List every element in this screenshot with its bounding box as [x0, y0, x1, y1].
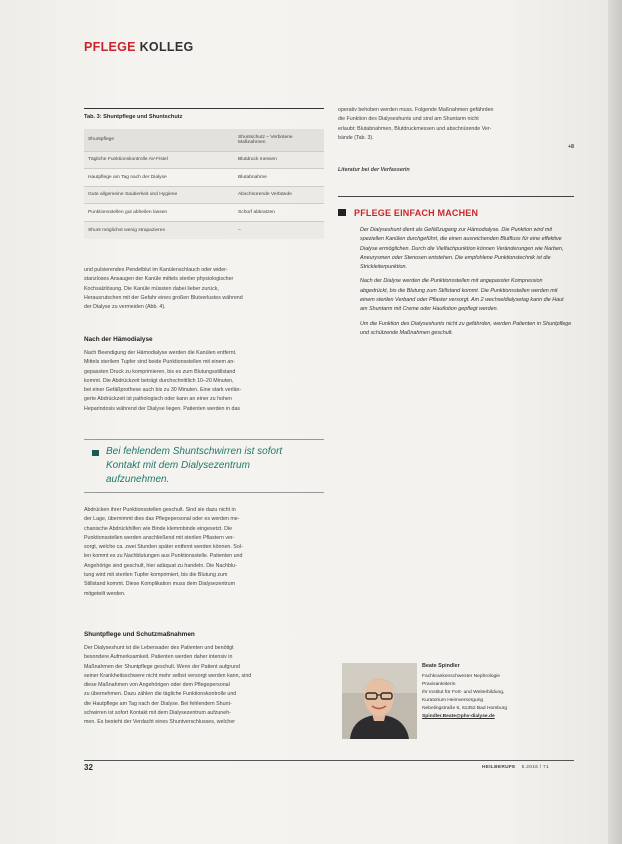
quote-marker-icon: [92, 450, 99, 456]
table-row: [84, 204, 324, 222]
body-line: gerte Abdrückzeit ist pathologisch oder kann an einer zu hohen: [84, 396, 232, 403]
author-line: Nebelingstraße 5, 61352 Bad Homburg: [422, 706, 508, 711]
body-line: sorgt, welche ca. zwei Stunden später entfernt werden können. Sol-: [84, 544, 243, 551]
body-line: Punktionsstellen werden anschließend mit sterilen Pflastern ver-: [84, 534, 235, 541]
body-line: erlaubt: Blutabnahmen, Blutdruckmessen und abschnürende Ver-: [338, 125, 492, 132]
pull-quote: [84, 439, 324, 493]
heading-marker-icon: [338, 209, 346, 216]
body-line: Der Dialyseshunt ist die Lebensader des Patienten und benötigt: [84, 645, 234, 651]
body-line: Herausrutschen mit der Gefahr eines großen Blutverlustes während: [84, 294, 243, 301]
body-line: Angehörige sind geschult, hier adäquat zu handeln. Die Nachblu-: [84, 562, 237, 569]
section-header: [84, 40, 193, 54]
table-cell: Punktionsstellen gut abheilen lassen: [84, 204, 234, 222]
table-cell: Gute allgemeine Sauberkeit und Hygiene: [84, 186, 234, 204]
body-line-text: bände (Tab. 3).: [338, 134, 374, 141]
author-line: Praxisanleiterin: [422, 682, 456, 687]
table-row: [84, 169, 324, 187]
body-line: seiner Krankheitsschwere nicht mehr selbst versorgt werden kann, sind: [84, 672, 252, 679]
body-text-block: [338, 106, 574, 152]
table-cell: Schorf abkratzen: [234, 204, 324, 222]
body-line: Nach Beendigung der Hämodialyse werden die Kanülen entfernt.: [84, 350, 237, 356]
table-row: [84, 151, 324, 169]
table-cell: Hautpflege am Tag nach der Dialyse: [84, 169, 234, 187]
subheading-nach-der-haemodialyse: Nach der Hämodialyse: [84, 336, 153, 343]
body-text-block: [84, 349, 324, 414]
issue-info: 5.2016 / 71: [521, 765, 549, 770]
subheading-shuntpflege: Shuntpflege und Schutzmaßnahmen: [84, 631, 195, 638]
body-line: schwirren ist sofort Kontakt mit dem Dialysezentrum aufzuneh-: [84, 710, 231, 717]
page-number: 32: [84, 763, 93, 772]
table-cell: –: [234, 221, 324, 239]
body-line: Mittels sterilem Tupfer sind beide Punktionsstellen mit einem an-: [84, 359, 236, 366]
body-line: operativ behoben werden muss. Folgende Maßnahmen gefährden: [338, 107, 494, 113]
author-line: Ihr Institut für Fort- und Weiterbildung,: [422, 690, 505, 695]
author-photo: [342, 663, 417, 739]
table-row: [84, 221, 324, 239]
author-line: Kuratorium Heimversorgung: [422, 698, 484, 703]
table-header-row: [84, 129, 324, 151]
author-line: Fachkrankenschwester Nephrologie: [422, 674, 501, 679]
author-portrait-image: [342, 663, 417, 739]
pflege-einfach-machen-heading: [338, 208, 478, 218]
body-line: [338, 134, 574, 151]
magazine-name: HEILBERUFE: [482, 765, 516, 770]
page-spine-shadow: [608, 0, 622, 844]
body-line: die Funktion des Dialyseshunts und sind am Shuntarm nicht: [338, 116, 479, 123]
table-cell: Shunt möglichst wenig strapazieren: [84, 221, 234, 239]
summary-paragraph: Um die Funktion des Dialyseshunts nicht zu gefährden, werden Patienten in Shuntpflege und schützende Maßnahmen geschult.: [360, 320, 572, 336]
header-pflege: PFLEGE: [84, 40, 136, 54]
footer-rule: [84, 760, 574, 761]
summary-paragraph: Nach der Dialyse werden die Punktionsstellen mit angepasster Kompression abgedrückt, bis die Blutung zum Stillstand kommt. Die Punktionsstellen werden mit einem sterilen Verband oder Pflaster versorgt. Am 2 wechseldialysetag kann die Haut am Shuntarm mit Creme oder Hautlotion gepflegt werden.: [360, 278, 564, 313]
body-line: Kochsalzlösung. Die Kanüle müssten dabei lieber zurück,: [84, 285, 219, 292]
body-line: Stillstand kommt. Diese Komplikation muss dem Dialysezentrum: [84, 581, 236, 588]
author-name: Beate Spindler: [422, 663, 460, 669]
body-line: Maßnahmen der Shuntpflege geschult. Wenn der Patient aufgrund: [84, 663, 240, 670]
body-line: Heparindosis während der Dialyse liegen. Patienten werden in das: [84, 405, 241, 412]
summary-paragraph: Der Dialyseshunt dient als Gefäßzugang zur Hämodialyse. Die Punktion wird mit speziellen Kanülen durchgeführt, die einen ausreichenden Blutfluss für eine effektive Dialyse ermöglichen. Durch die Vielfachpunktion können Veränderungen wie Narben, Aneurysmen oder Stenosen entstehen. Die empfohlene Punktionstechnik ist die Strickleiterpunktion.: [360, 227, 564, 271]
pull-quote-text: Bei fehlendem Shuntschwirren ist sofort Kontakt mit dem Dialysezentrum aufzunehmen.: [106, 446, 283, 485]
body-line: kommt. Die Abdrückzeit beträgt durchschnittlich 10–20 Minuten,: [84, 377, 234, 384]
body-line: len kommt es zu Nachblutungen aus Punktionsstelle. Patienten und: [84, 553, 243, 560]
shunt-table: [84, 129, 324, 239]
body-text-block: [84, 506, 324, 599]
table-row: [84, 186, 324, 204]
header-kolleg: KOLLEG: [139, 40, 194, 54]
body-line: chanische Abdrückhilfen wie Binde klemmbinde eingesetzt. Die: [84, 525, 233, 532]
body-text-block: [84, 266, 324, 312]
body-line: die Hautpflege am Tag nach der Dialyse. Bei fehlendem Shunt-: [84, 700, 232, 707]
author-info: [422, 662, 582, 721]
body-line: zu übernehmen. Dazu zählen die tägliche Funktionskontrolle und: [84, 691, 237, 698]
body-line: diese Maßnahmen von Angehörigen oder dem Pflegepersonal: [84, 682, 230, 689]
pflege-einfach-machen-text: [360, 226, 572, 343]
body-line: der Lage, übernimmt dies das Pflegepersonal oder es werden me-: [84, 516, 240, 523]
magazine-footer: [482, 765, 549, 770]
body-line: stanzloses Ansaugen der Kanüle mittels steriler physiologischer: [84, 276, 234, 283]
author-email-link[interactable]: Spindler.Beate@phv-dialyse.de: [422, 714, 495, 719]
end-mark: +8: [567, 144, 574, 151]
table-header-cell: Shuntschutz – Verbotene Maßnahmen: [234, 129, 324, 151]
body-line: bei einer Gefäßprothese auch bis zu 30 Minuten. Eine stark verlän-: [84, 387, 242, 394]
table-cell: Blutabnahme: [234, 169, 324, 187]
body-line: men. Es besteht der Verdacht eines Shuntverschlusses, welcher: [84, 719, 236, 726]
body-line: Abdrücken ihrer Punktionsstellen geschult. Sind sie dazu nicht in: [84, 507, 236, 513]
body-line: und pulsierendes Pendelblut im Kanülenschlauch oder wider-: [84, 267, 228, 273]
body-line: mitgeteilt werden.: [84, 590, 126, 597]
table-cell: Abschnürende Verbände: [234, 186, 324, 204]
literature-note: Literatur bei der Verfasserin: [338, 167, 410, 173]
body-line: tung wird mit sterilen Tupfer komprimiert, bis die Blutung zum: [84, 572, 228, 579]
body-line: besondere Aufmerksamkeit. Patienten werden daher intensiv in: [84, 654, 233, 661]
table-cell: Tägliche Funktionskontrolle AV-Fistel: [84, 151, 234, 169]
table-header-cell: Shuntpflege: [84, 129, 234, 151]
table-title: Tab. 3: Shuntpflege und Shuntschutz: [84, 114, 183, 120]
body-text-block: [84, 644, 324, 728]
table-cell: Blutdruck messen: [234, 151, 324, 169]
pem-title-text: PFLEGE EINFACH MACHEN: [354, 208, 479, 218]
box-top-rule: [338, 196, 574, 197]
body-line: der Dialyse zu vermeiden (Abb. 4).: [84, 304, 166, 311]
table-top-rule: [84, 108, 324, 109]
body-line: gepassten Druck zu komprimieren, bis es zum Blutungsstillstand: [84, 368, 236, 375]
